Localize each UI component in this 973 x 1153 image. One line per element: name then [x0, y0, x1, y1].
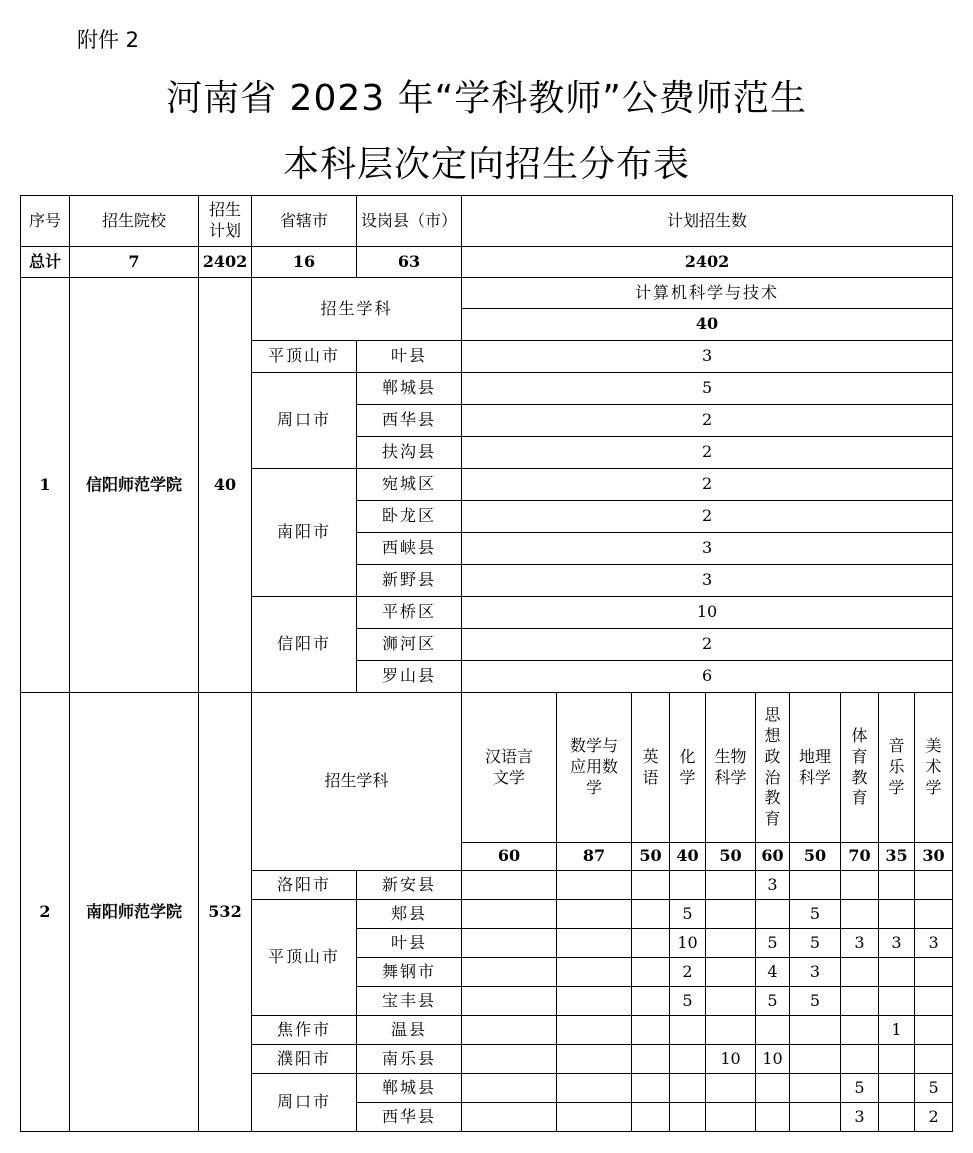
total-counties: 63: [357, 247, 462, 278]
subject-total: 60: [462, 843, 557, 871]
count-cell: 5: [790, 987, 841, 1016]
count-cell: 1: [879, 1016, 915, 1045]
count-cell: [790, 1016, 841, 1045]
county-cell: 罗山县: [357, 661, 462, 693]
count-cell: [462, 1074, 557, 1103]
count-cell: [841, 1016, 879, 1045]
county-cell: 南乐县: [357, 1045, 462, 1074]
count-cell: [879, 900, 915, 929]
count-cell: 5: [790, 900, 841, 929]
subject-total: 40: [670, 843, 706, 871]
count-cell: 2: [915, 1103, 953, 1132]
count-cell: [462, 987, 557, 1016]
county-cell: 郏县: [357, 900, 462, 929]
count-cell: 5: [915, 1074, 953, 1103]
header-seq: 序号: [21, 196, 70, 247]
subject-header: 汉语言文学: [462, 693, 557, 843]
subject-header: 音乐学: [879, 693, 915, 843]
county-cell: 宝丰县: [357, 987, 462, 1016]
count-cell: 3: [462, 565, 953, 597]
county-cell: 郸城县: [357, 1074, 462, 1103]
count-cell: 5: [756, 987, 790, 1016]
count-cell: [462, 1103, 557, 1132]
count-cell: [706, 958, 756, 987]
total-plan-count: 2402: [462, 247, 953, 278]
school1-subject-total: 40: [462, 309, 953, 341]
count-cell: 3: [841, 929, 879, 958]
count-cell: 5: [462, 373, 953, 405]
count-cell: [879, 1074, 915, 1103]
subject-header: 化学: [670, 693, 706, 843]
total-schools: 7: [70, 247, 199, 278]
school1-seq: 1: [21, 278, 70, 693]
count-cell: 10: [462, 597, 953, 629]
count-cell: 2: [462, 469, 953, 501]
count-cell: [706, 900, 756, 929]
count-cell: [706, 1016, 756, 1045]
subject-header: 地理科学: [790, 693, 841, 843]
county-cell: 西华县: [357, 405, 462, 437]
count-cell: 3: [756, 871, 790, 900]
count-cell: [756, 1016, 790, 1045]
count-cell: [915, 900, 953, 929]
count-cell: [632, 1045, 670, 1074]
count-cell: 3: [462, 341, 953, 373]
school2-seq: 2: [21, 693, 70, 1132]
county-cell: 西华县: [357, 1103, 462, 1132]
document-title-line-2: 本科层次定向招生分布表: [282, 144, 690, 185]
count-cell: [790, 871, 841, 900]
count-cell: [462, 929, 557, 958]
count-cell: [557, 1016, 632, 1045]
city-cell: 平顶山市: [252, 341, 357, 373]
count-cell: 3: [879, 929, 915, 958]
count-cell: [632, 871, 670, 900]
city-cell: 南阳市: [252, 469, 357, 597]
count-cell: [557, 929, 632, 958]
count-cell: [915, 987, 953, 1016]
school2-subject-label: 招生学科: [252, 693, 462, 871]
city-cell: 洛阳市: [252, 871, 357, 900]
subject-header: 美术学: [915, 693, 953, 843]
count-cell: [670, 1016, 706, 1045]
school2-name: 南阳师范学院: [70, 693, 199, 1132]
count-cell: [670, 871, 706, 900]
count-cell: 5: [756, 929, 790, 958]
count-cell: 2: [462, 405, 953, 437]
count-cell: [632, 929, 670, 958]
subject-total: 30: [915, 843, 953, 871]
school2-plan: 532: [199, 693, 252, 1132]
subject-header: 英语: [632, 693, 670, 843]
header-county: 设岗县（市）: [357, 196, 462, 247]
count-cell: [462, 1016, 557, 1045]
count-cell: 3: [915, 929, 953, 958]
county-cell: 郸城县: [357, 373, 462, 405]
subject-total: 50: [706, 843, 756, 871]
count-cell: [462, 1045, 557, 1074]
count-cell: [841, 1045, 879, 1074]
count-cell: [557, 1045, 632, 1074]
school1-subject: 计算机科学与技术: [462, 278, 953, 309]
count-cell: 4: [756, 958, 790, 987]
subject-header: 体育教育: [841, 693, 879, 843]
count-cell: [879, 958, 915, 987]
count-cell: 10: [670, 929, 706, 958]
count-cell: [632, 900, 670, 929]
subject-total: 70: [841, 843, 879, 871]
county-cell: 舞钢市: [357, 958, 462, 987]
subject-total: 50: [632, 843, 670, 871]
count-cell: [841, 871, 879, 900]
count-cell: [557, 1074, 632, 1103]
count-cell: [879, 987, 915, 1016]
subject-header: 数学与应用数学: [557, 693, 632, 843]
count-cell: [790, 1103, 841, 1132]
count-cell: [841, 958, 879, 987]
count-cell: 3: [462, 533, 953, 565]
count-cell: [706, 929, 756, 958]
total-label: 总计: [21, 247, 70, 278]
count-cell: [462, 871, 557, 900]
count-cell: [915, 958, 953, 987]
enrollment-distribution-table: [20, 195, 953, 1132]
count-cell: [462, 958, 557, 987]
county-cell: 浉河区: [357, 629, 462, 661]
subject-header: 生物科学: [706, 693, 756, 843]
count-cell: 2: [670, 958, 706, 987]
count-cell: [557, 900, 632, 929]
count-cell: [632, 1016, 670, 1045]
count-cell: 3: [790, 958, 841, 987]
subject-total: 87: [557, 843, 632, 871]
school1-name: 信阳师范学院: [70, 278, 199, 693]
count-cell: [879, 871, 915, 900]
count-cell: [706, 987, 756, 1016]
count-cell: [756, 1103, 790, 1132]
county-cell: 温县: [357, 1016, 462, 1045]
count-cell: [557, 958, 632, 987]
county-cell: 平桥区: [357, 597, 462, 629]
city-cell: 周口市: [252, 1074, 357, 1132]
count-cell: 5: [790, 929, 841, 958]
attachment-label: 附件 2: [77, 28, 140, 52]
count-cell: [706, 1103, 756, 1132]
subject-total: 50: [790, 843, 841, 871]
school1-subject-label: 招生学科: [252, 278, 462, 341]
count-cell: [670, 1103, 706, 1132]
header-row: [21, 196, 953, 247]
count-cell: 2: [462, 629, 953, 661]
count-cell: [841, 900, 879, 929]
county-cell: 叶县: [357, 341, 462, 373]
table-row: [21, 278, 953, 309]
header-plan: 招生计划: [199, 196, 252, 247]
count-cell: [790, 1045, 841, 1074]
count-cell: [706, 1074, 756, 1103]
count-cell: [915, 1045, 953, 1074]
county-cell: 新野县: [357, 565, 462, 597]
county-cell: 卧龙区: [357, 501, 462, 533]
header-school: 招生院校: [70, 196, 199, 247]
count-cell: [632, 1074, 670, 1103]
count-cell: 5: [670, 900, 706, 929]
county-cell: 叶县: [357, 929, 462, 958]
count-cell: [632, 1103, 670, 1132]
count-cell: [879, 1045, 915, 1074]
city-cell: 焦作市: [252, 1016, 357, 1045]
count-cell: 5: [841, 1074, 879, 1103]
county-cell: 宛城区: [357, 469, 462, 501]
count-cell: [462, 900, 557, 929]
header-plan-count: 计划招生数: [462, 196, 953, 247]
count-cell: [670, 1045, 706, 1074]
count-cell: [632, 987, 670, 1016]
count-cell: [706, 871, 756, 900]
total-cities: 16: [252, 247, 357, 278]
count-cell: [632, 958, 670, 987]
count-cell: [670, 1074, 706, 1103]
count-cell: [756, 1074, 790, 1103]
count-cell: [790, 1074, 841, 1103]
count-cell: [756, 900, 790, 929]
count-cell: [915, 871, 953, 900]
count-cell: 10: [706, 1045, 756, 1074]
table-row: [21, 693, 953, 843]
header-city: 省辖市: [252, 196, 357, 247]
count-cell: 2: [462, 437, 953, 469]
subject-header: 思想政治教育: [756, 693, 790, 843]
county-cell: 扶沟县: [357, 437, 462, 469]
subject-total: 60: [756, 843, 790, 871]
city-cell: 平顶山市: [252, 900, 357, 1016]
count-cell: [557, 871, 632, 900]
county-cell: 新安县: [357, 871, 462, 900]
count-cell: 10: [756, 1045, 790, 1074]
city-cell: 濮阳市: [252, 1045, 357, 1074]
count-cell: 2: [462, 501, 953, 533]
city-cell: 周口市: [252, 373, 357, 469]
document-title-line-1: 河南省 2023 年“学科教师”公费师范生: [166, 78, 807, 119]
count-cell: [841, 987, 879, 1016]
count-cell: 5: [670, 987, 706, 1016]
count-cell: [879, 1103, 915, 1132]
total-row: [21, 247, 953, 278]
count-cell: [557, 1103, 632, 1132]
county-cell: 西峡县: [357, 533, 462, 565]
city-cell: 信阳市: [252, 597, 357, 693]
subject-total: 35: [879, 843, 915, 871]
count-cell: [915, 1016, 953, 1045]
count-cell: 3: [841, 1103, 879, 1132]
total-plan: 2402: [199, 247, 252, 278]
count-cell: [557, 987, 632, 1016]
count-cell: 6: [462, 661, 953, 693]
school1-plan: 40: [199, 278, 252, 693]
